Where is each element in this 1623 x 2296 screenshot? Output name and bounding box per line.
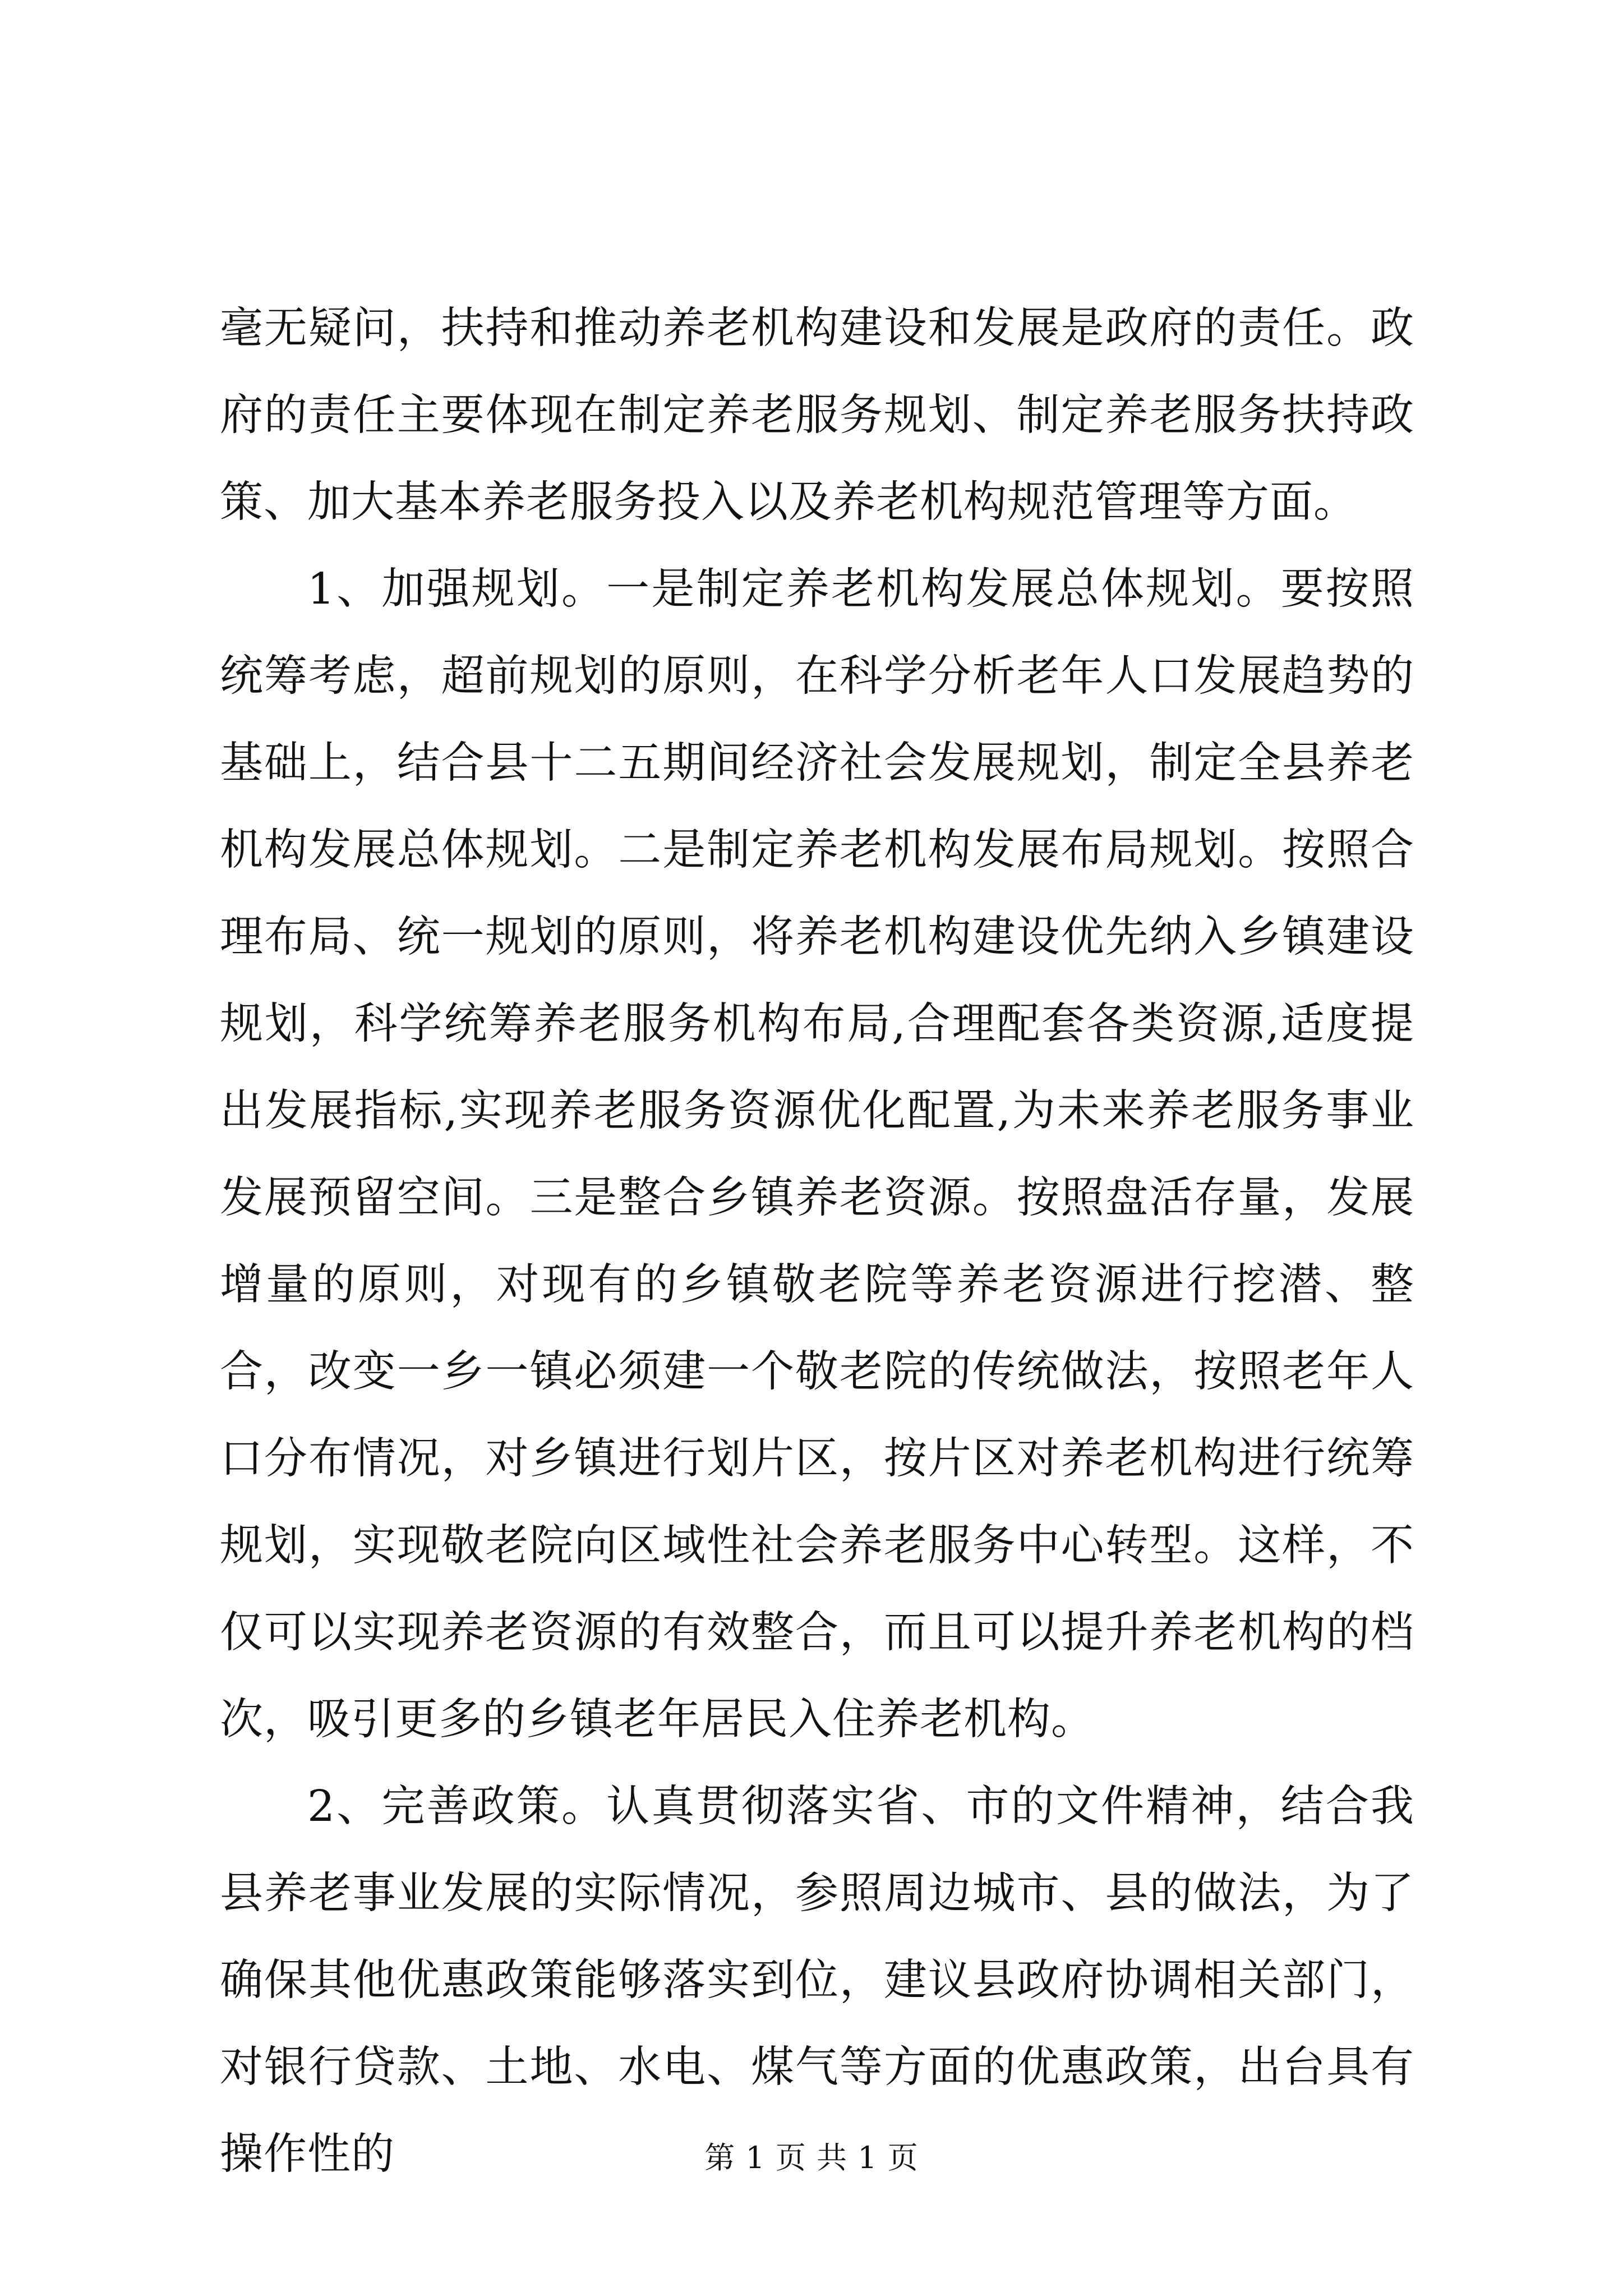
paragraph-intro: 毫无疑问，扶持和推动养老机构建设和发展是政府的责任。政府的责任主要体现在制定养老服务规划、制定养老服务扶持政策、加大基本养老服务投入以及养老机构规范管理等方面。 — [220, 303, 1414, 527]
paragraph-planning: 1、加强规划。一是制定养老机构发展总体规划。要按照统筹考虑，超前规划的原则，在科学分析老年人口发展趋势的基础上，结合县十二五期间经济社会发展规划，制定全县养老机构发展总体规划。二是制定养老机构发展布局规划。按照合理布局、统一规划的原则，将养老机构建设优先纳入乡镇建设规划，科学统筹养老服务机构布局,合理配套各类资源,适度提出发展指标,实现养老服务资源优化配置,为未来养老服务事业发展预留空间。三是整合乡镇养老资源。按照盘活存量，发展增量的原则，对现有的乡镇敬老院等养老资源进行挖潜、整合，改变一乡一镇必须建一个敬老院的传统做法，按照老年人口分布情况，对乡镇进行划片区，按片区对养老机构进行统筹规划，实现敬老院向区域性社会养老服务中心转型。这样，不仅可以实现养老资源的有效整合，而且可以提升养老机构的档次，吸引更多的乡镇老年居民入住养老机构。 — [220, 564, 1414, 1745]
page-footer: 第 1 页 共 1 页 — [704, 2140, 919, 2175]
paragraph-policy: 2、完善政策。认真贯彻落实省、市的文件精神，结合我县养老事业发展的实际情况，参照周边城市、县的做法，为了确保其他优惠政策能够落实到位，建议县政府协调相关部门，对银行贷款、土地、水电、煤气等方面的优惠政策，出台具有操作性的 — [220, 1782, 1414, 2179]
document-body — [220, 285, 1414, 2198]
